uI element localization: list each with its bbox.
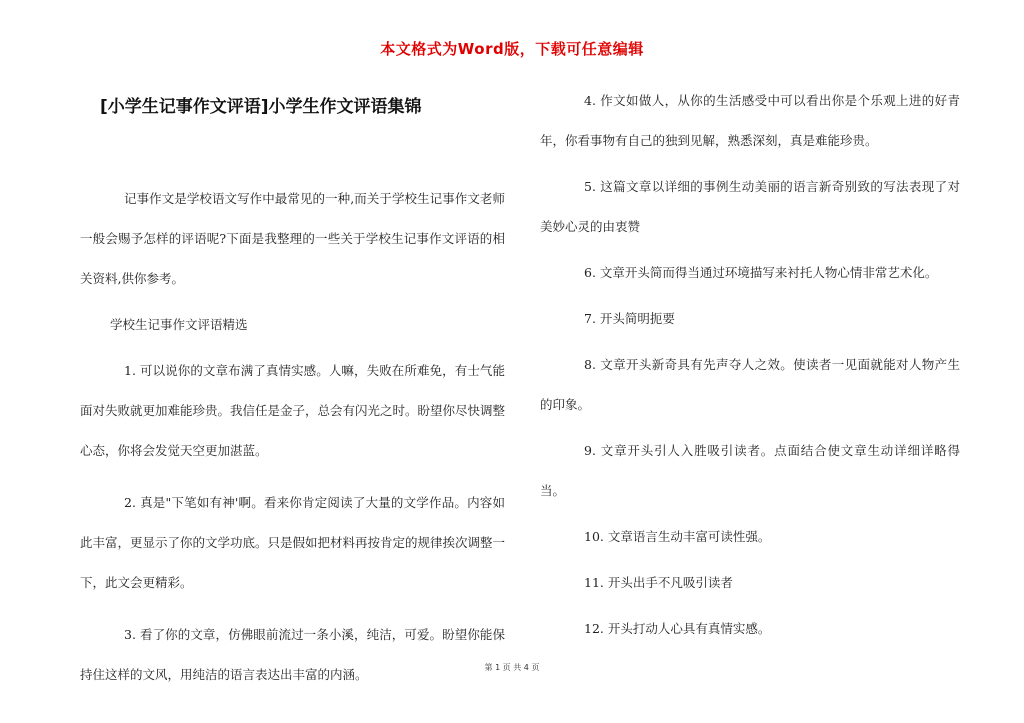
page-number: 第 1 页 共 4 页: [484, 663, 540, 672]
comment-item: 7. 开头简明扼要: [584, 311, 675, 326]
comment-item: 10. 文章语言生动丰富可读性强。: [584, 529, 771, 544]
page-title: [小学生记事作文评语]小学生作文评语集锦: [100, 97, 422, 117]
comment-item: 3. 看了你的文章，仿佛眼前流过一条小溪，纯洁，可爱。盼望你能保持住这样的文风，用纯洁的语言表达出丰富的内涵。: [80, 627, 505, 682]
comment-item: 8. 文章开头新奇具有先声夺人之效。使读者一见面就能对人物产生的印象。: [540, 357, 960, 412]
comment-item: 2. 真是"下笔如有神'啊。看来你肯定阅读了大量的文学作品。内容如此丰富，更显示了你的文学功底。只是假如把材料再按肯定的规律挨次调整一下，此文会更精彩。: [80, 495, 506, 590]
comment-item: 4. 作文如做人，从你的生活感受中可以看出你是个乐观上进的好青年，你看事物有自己的独到见解，熟悉深刻，真是难能珍贵。: [540, 93, 960, 148]
section-subheading: 学校生记事作文评语精选: [110, 317, 248, 332]
intro-paragraph: 记事作文是学校语文写作中最常见的一种,而关于学校生记事作文老师一般会赐予怎样的评语呢?下面是我整理的一些关于学校生记事作文评语的相关资料,供你参考。: [80, 191, 505, 286]
comment-item: 5. 这篇文章以详细的事例生动美丽的语言新奇别致的写法表现了对美妙心灵的由衷赞: [540, 179, 960, 234]
left-column: [80, 179, 505, 695]
comment-item: 1. 可以说你的文章布满了真情实感。人嘛，失败在所难免，有士气能面对失败就更加难能珍贵。我信任是金子，总会有闪光之时。盼望你尽快调整心态，你将会发觉天空更加湛蓝。: [80, 363, 506, 458]
comment-item: 11. 开头出手不凡吸引读者: [584, 575, 733, 590]
right-column: [540, 81, 960, 649]
comment-item: 12. 开头打动人心具有真情实感。: [584, 621, 771, 636]
comment-item: 9. 文章开头引人入胜吸引读者。点面结合使文章生动详细详略得当。: [540, 443, 960, 498]
comment-item: 6. 文章开头简而得当通过环境描写来衬托人物心情非常艺术化。: [584, 265, 938, 280]
download-banner: 本文格式为Word版，下载可任意编辑: [380, 40, 644, 58]
